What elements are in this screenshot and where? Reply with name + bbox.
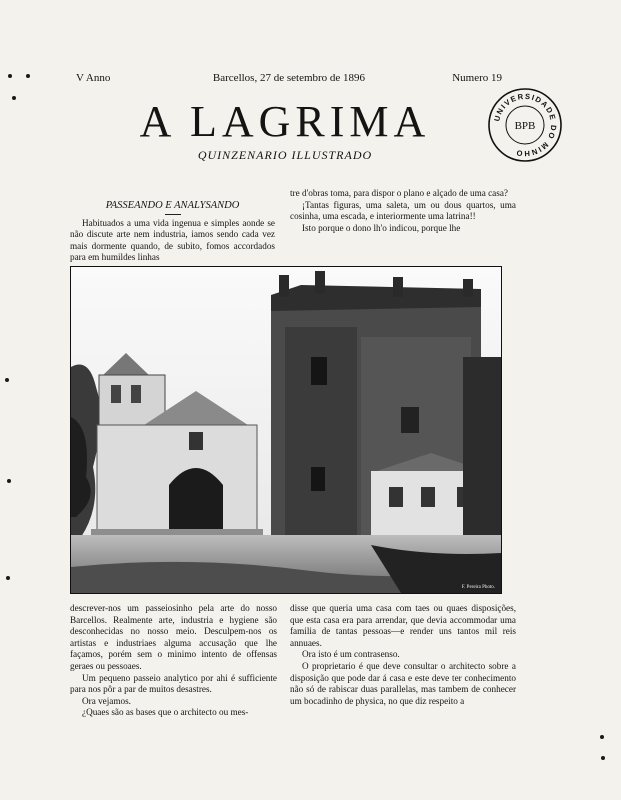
library-stamp — [487, 87, 563, 163]
article-column-left-bottom — [70, 603, 277, 719]
paragraph: Isto porque o dono lh'o indicou, porque lhe — [302, 222, 461, 233]
article-column-right-top — [290, 188, 516, 234]
paragraph: Habituados a uma vida ingenua e simples aonde se não discute arte nem industria, iamos sendo cada vez mais dormente quando, de subito, fomos accordados para em humildes linhas — [70, 217, 275, 263]
paragraph: tre d'obras toma, para dispor o plano e alçado de uma casa? — [290, 188, 508, 198]
masthead-subtitle: QUINZENARIO ILLUSTRADO — [197, 148, 373, 162]
paragraph: descrever-nos um passeiosinho pela arte do nosso Barcellos. Realmente arte, industria e hygiene são desconhecidas no nosso meio. Desculpem-nos os artistas e industriaes alguma accusação que lhe façamos, porém sem o minimo intento de offensas geraes ou pessoaes. — [70, 603, 277, 671]
paragraph: Ora isto é um contrasenso. — [302, 649, 400, 660]
article-title: PASSEANDO E ANALYSANDO — [105, 200, 240, 211]
margin-speck — [12, 96, 16, 100]
volume-year: V Anno — [76, 72, 111, 84]
paragraph: ¡Tantas figuras, uma saleta, um ou dous quartos, uma cosinha, uma escada, e interiormente uma latrina!! — [290, 199, 516, 222]
photo-credit: F. Pereira Photo. — [461, 585, 495, 590]
margin-speck — [5, 378, 9, 382]
article-column-right-bottom — [290, 603, 516, 707]
paragraph: disse que queria uma casa com taes ou quaes disposições, que esta casa era para arrendar, que devia accommodar uma familia de tantas pessoas—e render uns tantos mil reis annuaes. — [290, 603, 516, 648]
margin-speck — [8, 74, 12, 78]
article-column-left-top — [70, 200, 275, 264]
margin-speck — [7, 479, 11, 483]
church-tower-photograph — [70, 266, 502, 594]
masthead-title: A LAGRIMA — [139, 97, 431, 146]
dateline: Barcellos, 27 de setembro de 1896 — [212, 72, 366, 84]
margin-speck — [26, 74, 30, 78]
stamp-ring-text: UNIVERSIDADE DO MINHO — [492, 91, 559, 159]
margin-speck — [600, 735, 604, 739]
margin-speck — [601, 756, 605, 760]
paragraph: O proprietario é que deve consultar o architecto sobre a disposição que pode dar á casa e este deve ter conhecimento não só de rabiscar duas parallelas, mas tambem de conhecer um bocadinho de physica, no que diz respeito a — [290, 660, 516, 706]
paragraph: ¿Quaes são as bases que o architecto ou mes- — [82, 707, 249, 718]
stamp-center-text: BPB — [514, 120, 536, 132]
margin-speck — [6, 576, 10, 580]
paragraph: Ora vejamos. — [82, 695, 131, 706]
paragraph: Um pequeno passeio analytico por ahi é sufficiente para nos pôr a par de muitos desastres. — [70, 672, 277, 695]
issue-number: Numero 19 — [452, 72, 502, 84]
title-rule — [165, 214, 181, 215]
